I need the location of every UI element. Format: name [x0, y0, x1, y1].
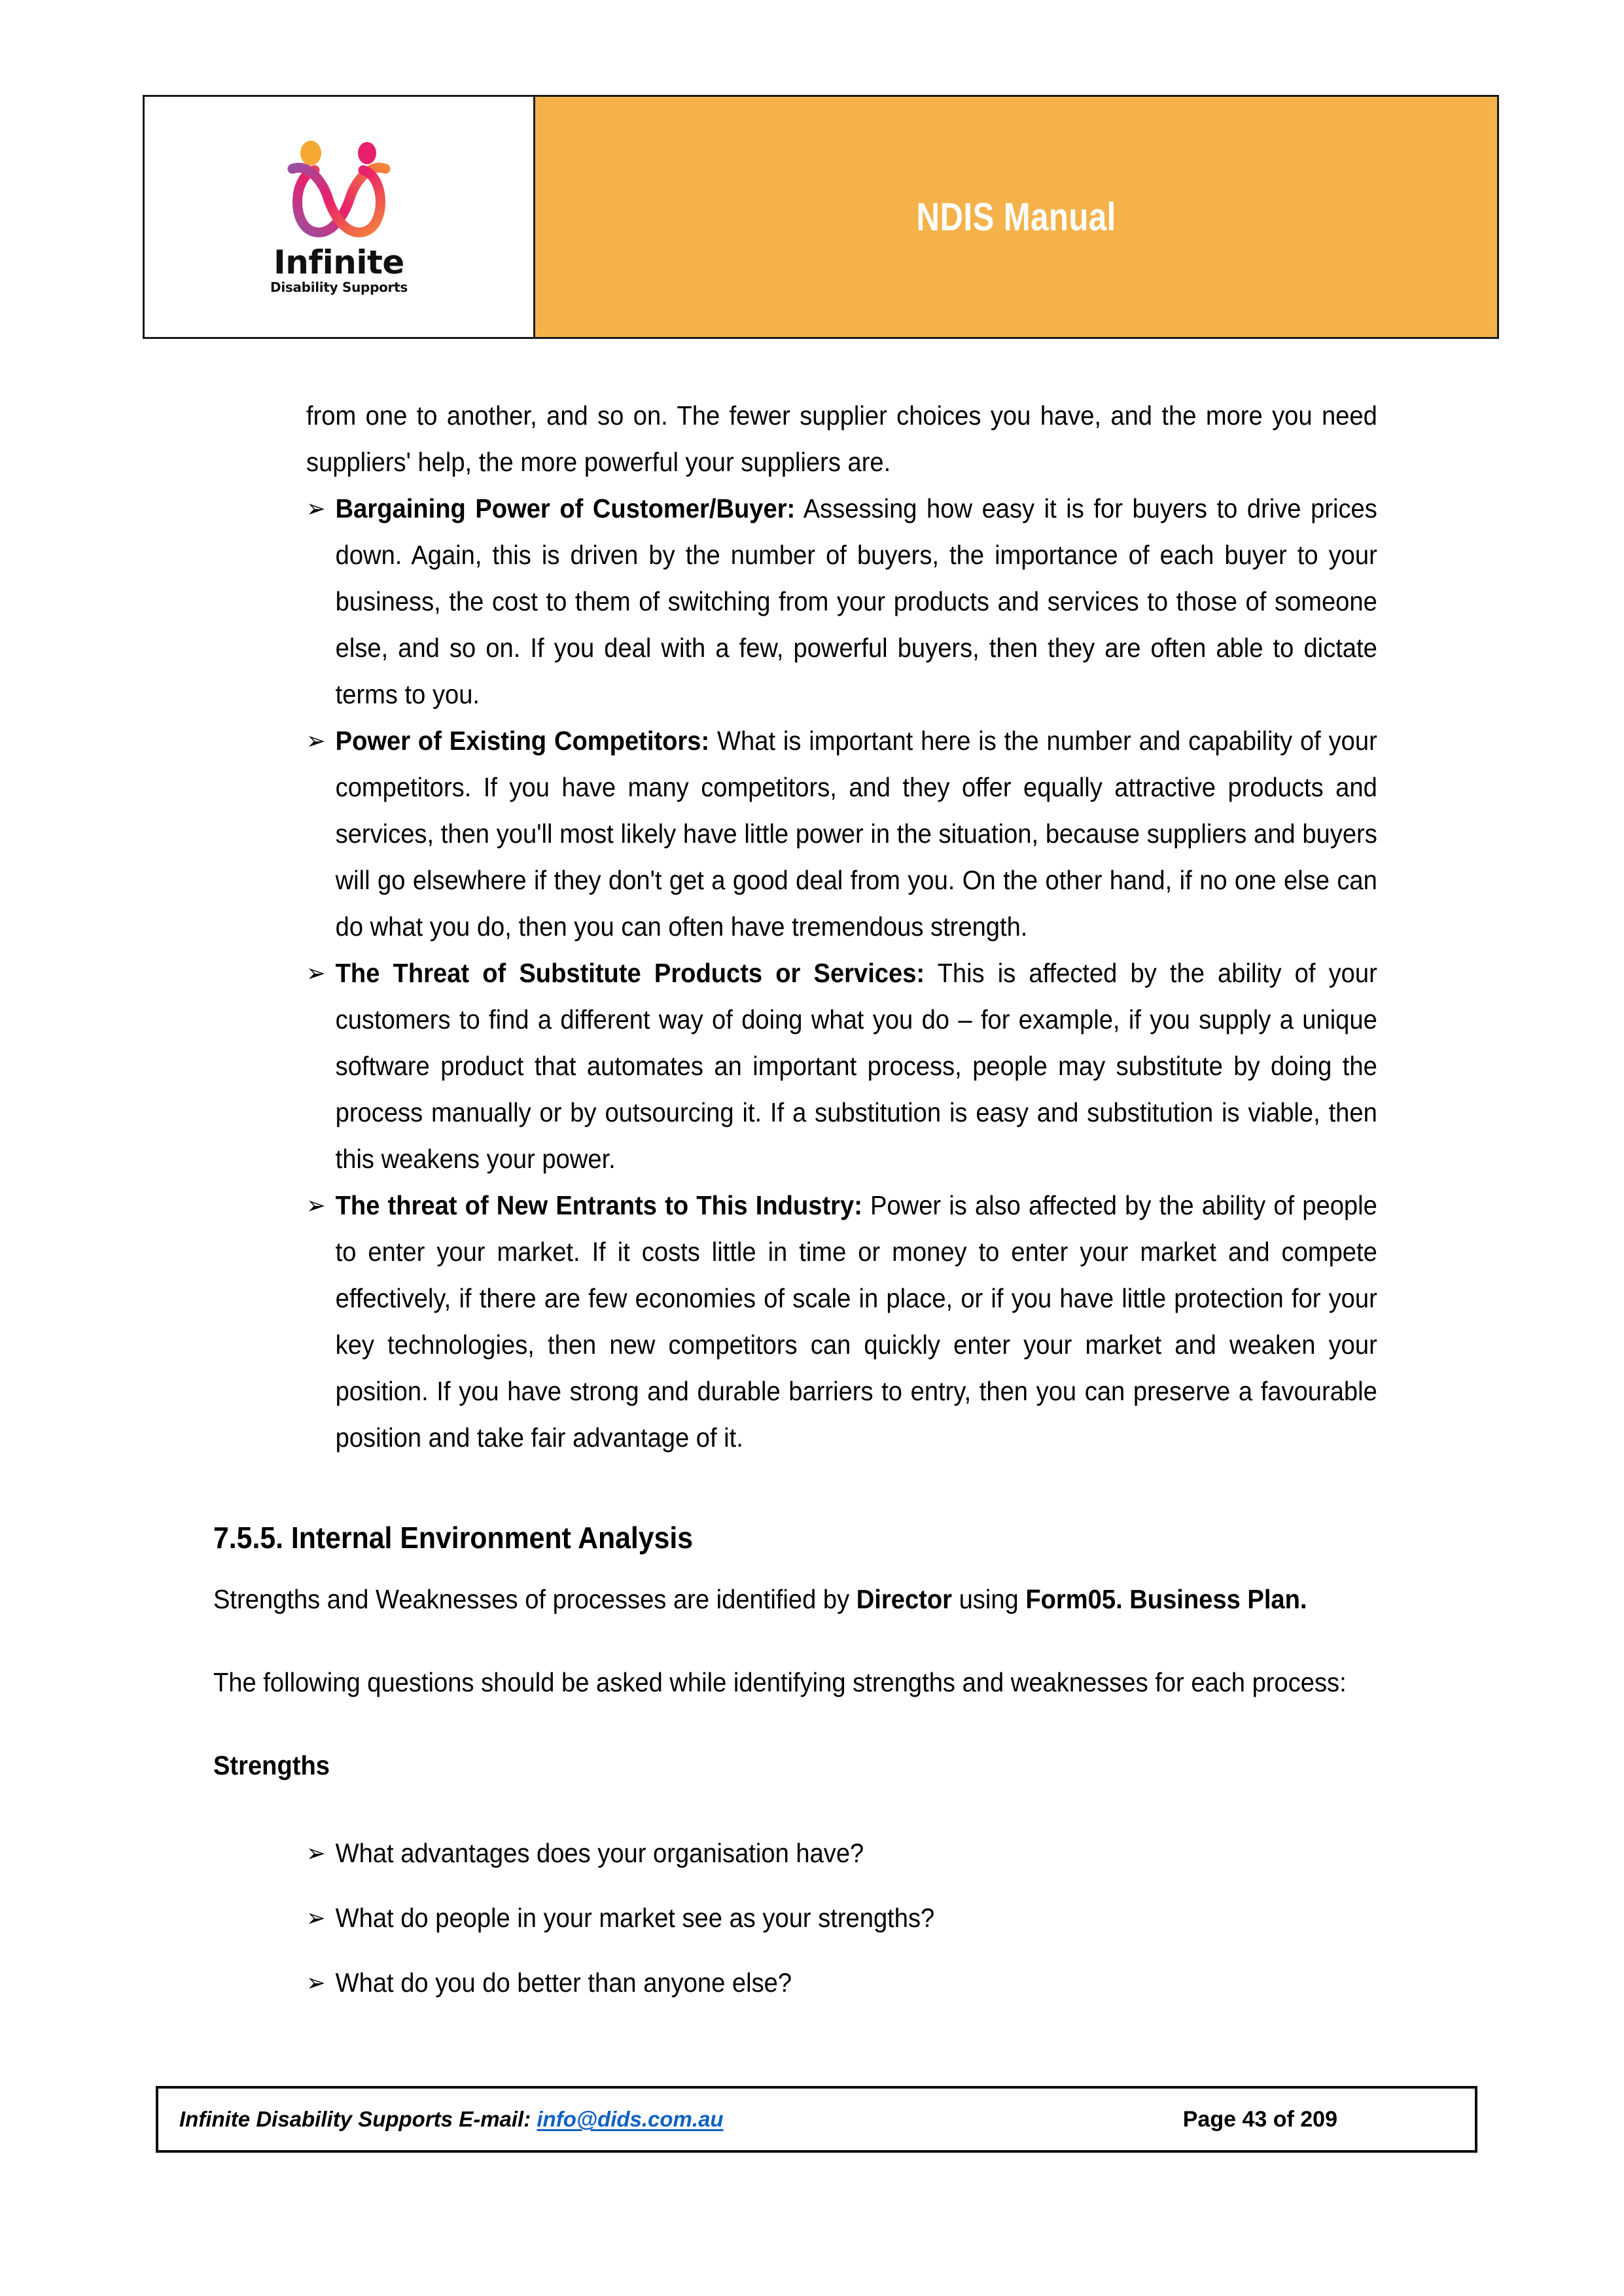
force-text: What is important here is the number and capability of your competitors. If you have many competitors, and they offer equally attractive products and services, then you'll most likely have little power in the situation, because suppliers and buyers will go elsewhere if they don't get a good deal from you. On the other hand, if no one else can do what you do, then you can often have tremendous strength.: [335, 726, 1377, 942]
arrow-bullet-icon: ➢: [306, 1903, 326, 1932]
footer-organisation: [158, 2107, 1183, 2132]
header-title-cell: [535, 97, 1497, 337]
para1-bold-form: Form05. Business Plan.: [1025, 1584, 1307, 1614]
logo-wordmark: Infinite: [274, 243, 404, 282]
arrow-bullet-icon: ➢: [306, 959, 326, 987]
list-item-power-existing-competitors: [306, 718, 1458, 950]
section-heading: 7.5.5. Internal Environment Analysis: [213, 1521, 694, 1555]
list-item-threat-substitutes: [306, 950, 1458, 1182]
spacer: [0, 1558, 1624, 1576]
spacer: [0, 1623, 1624, 1659]
arrow-bullet-icon: ➢: [306, 1968, 326, 1997]
strengths-label-block: [213, 1742, 1456, 1789]
para1-pre: Strengths and Weaknesses of processes are identified by: [213, 1584, 856, 1614]
arrow-bullet-icon: ➢: [306, 494, 326, 523]
para1-mid: using: [951, 1584, 1026, 1614]
arrow-bullet-icon: ➢: [306, 1191, 326, 1220]
force-term: The threat of New Entrants to This Industry:: [335, 1190, 862, 1220]
arrow-bullet-icon: ➢: [306, 1839, 326, 1867]
list-item: [306, 1834, 1341, 1872]
section-paragraph-2-block: [213, 1659, 1456, 1706]
company-logo: [257, 129, 421, 306]
document-body: [0, 393, 1624, 2028]
force-text: Assessing how easy it is for buyers to drive prices down. Again, this is driven by the number of buyers, the importance of each buyer to your business, the cost to them of switching from your products and services to those of someone else, and so on. If you deal with a few, powerful buyers, then they are often able to dictate terms to you.: [335, 493, 1377, 709]
page-title: NDIS Manual: [916, 195, 1116, 239]
intro-continuation-block: [306, 393, 1458, 486]
page-footer: [156, 2086, 1477, 2153]
infinity-people-icon: [277, 139, 401, 250]
header-logo-cell: [145, 97, 535, 337]
footer-email-label: Infinite Disability Supports E-mail:: [179, 2107, 537, 2131]
section-heading-block: [213, 1517, 1456, 1558]
list-item-threat-new-entrants: [306, 1182, 1458, 1461]
list-item: [306, 1964, 1341, 2002]
list-item: [306, 1899, 1341, 1937]
force-term: Power of Existing Competitors:: [335, 726, 710, 756]
footer-page-number: Page 43 of 209: [1182, 2106, 1337, 2132]
paragraph-following-questions: The following questions should be asked while identifying strengths and weaknesses for each process:: [213, 1667, 1347, 1697]
question-text: What advantages does your organisation have?: [335, 1838, 864, 1868]
list-item-bargaining-power-buyer: [306, 486, 1458, 718]
subsection-label-strengths: Strengths: [213, 1750, 330, 1780]
force-term: Bargaining Power of Customer/Buyer:: [335, 493, 796, 523]
question-text: What do people in your market see as your strengths?: [335, 1903, 935, 1933]
footer-email-link[interactable]: info@dids.com.au: [537, 2107, 724, 2131]
logo-tagline: Disability Supports: [270, 279, 408, 295]
spacer: [0, 1706, 1624, 1742]
paragraph-intro-continuation: from one to another, and so on. The fewer supplier choices you have, and the more you need suppliers' help, the more powerful your suppliers are.: [306, 400, 1377, 477]
para1-bold-director: Director: [856, 1584, 952, 1614]
question-text: What do you do better than anyone else?: [335, 1968, 792, 1998]
strengths-question-list: [306, 1834, 1419, 2002]
force-term: The Threat of Substitute Products or Services:: [335, 958, 925, 988]
section-paragraph-1-block: [213, 1576, 1456, 1623]
arrow-bullet-icon: ➢: [306, 726, 326, 755]
force-text: Power is also affected by the ability of people to enter your market. If it costs little in time or money to enter your market and compete effectively, if there are few economies of scale in place, or if you have little protection for your key technologies, then new competitors can quickly enter your market and weaken your position. If you have strong and durable barriers to entry, then you can preserve a favourable position and take fair advantage of it.: [335, 1190, 1377, 1453]
page-header: [143, 95, 1499, 339]
spacer: [0, 1461, 1624, 1517]
spacer: [0, 1789, 1624, 1807]
force-text: This is affected by the ability of your customers to find a different way of doing what you do – for example, if you supply a unique software product that automates an important process, people may substitute by doing the process manually or by outsourcing it. If a substitution is easy and substitution is viable, then this weakens your power.: [335, 958, 1377, 1174]
